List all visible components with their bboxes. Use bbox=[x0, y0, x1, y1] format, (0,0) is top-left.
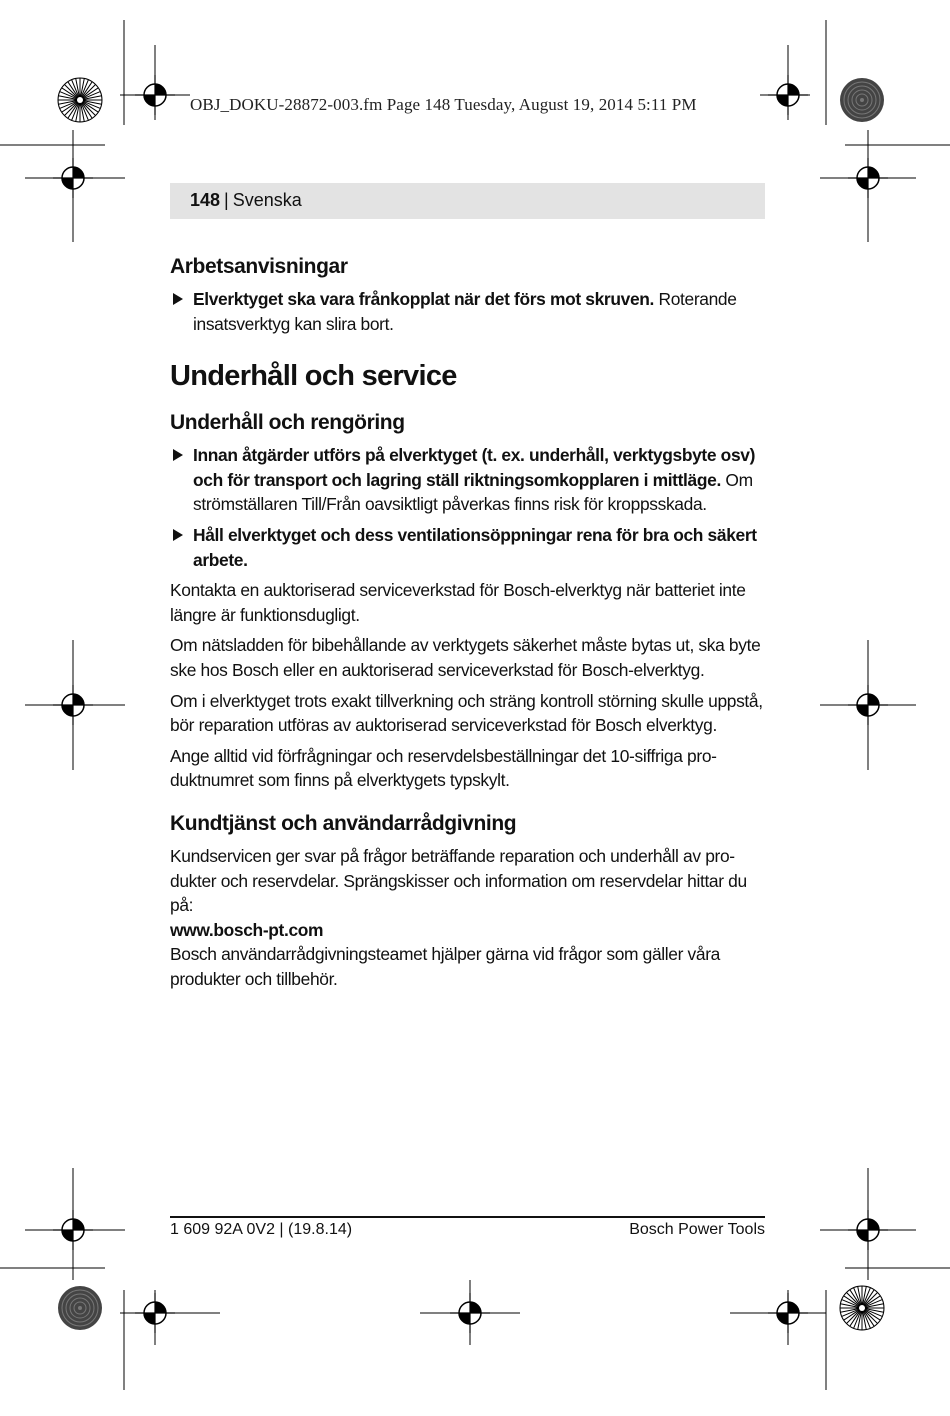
bullet-item bbox=[170, 287, 765, 336]
bullet-triangle-icon bbox=[173, 529, 183, 541]
page-header-bar bbox=[170, 183, 765, 219]
paragraph: Ange alltid vid förfrågningar och reservdelsbeställningar det 10-siffriga produktnumret som finns på elverktygets typskylt. bbox=[170, 745, 717, 791]
page-header bbox=[190, 190, 302, 211]
section-heading-kundtjanst: Kundtjänst och användarrådgivning bbox=[170, 811, 517, 835]
bullet-item bbox=[170, 523, 765, 572]
footer-brand: Bosch Power Tools bbox=[629, 1221, 765, 1238]
footer-rule bbox=[170, 1216, 765, 1218]
chapter-title-underhall: Underhåll och service bbox=[170, 360, 457, 393]
page-number: 148 bbox=[190, 190, 221, 210]
section-heading-underhall-rengoring: Underhåll och rengöring bbox=[170, 411, 405, 435]
paragraph: Om nätsladden för bibehållande av verktygets säkerhet måste bytas ut, ska byte ske hos Bosch eller en auktoriserad serviceverkstad för Bosch-elverktyg. bbox=[170, 635, 761, 680]
bullet-bold-text: Håll elverktyget och dess ventilationsöppningar rena för bra och säkert arbete. bbox=[193, 524, 757, 570]
bullet-text: Om strömställaren Till/Från oavsiktligt påverkas finns risk för kroppsskada. bbox=[193, 469, 753, 515]
bullet-item bbox=[170, 443, 765, 517]
paragraph: Kontakta en auktoriserad serviceverkstad för Bosch-elverktyg när batteriet inte längre är funktionsdugligt. bbox=[170, 580, 746, 625]
bullet-triangle-icon bbox=[173, 449, 183, 461]
section-heading-arbetsanvisningar: Arbetsanvisningar bbox=[170, 255, 348, 278]
bullet-bold-text: Innan åtgärder utförs på elverktyget (t. ex. underhåll, verktygsbyte osv) och för transport och lagring ställ riktningsomkopplaren i mittläge. bbox=[193, 445, 756, 490]
header-separator: | bbox=[224, 190, 229, 210]
paragraph: Kundservicen ger svar på frågor beträffande reparation och underhåll av produkter och reservdelar. Sprängskisser och information om reservdelar hittar du på: bbox=[170, 845, 747, 916]
paragraph: Bosch användarrådgivningsteamet hjälper gärna vid frågor som gäller våra produkter och tillbehör. bbox=[170, 944, 720, 989]
bullet-text: Roterande insatsverktyg kan slira bort. bbox=[193, 289, 737, 334]
print-slug-line: OBJ_DOKU-28872-003.fm Page 148 Tuesday, August 19, 2014 5:11 PM bbox=[190, 95, 697, 114]
header-language: Svenska bbox=[232, 190, 302, 210]
footer-doc-number: 1 609 92A 0V2 | (19.8.14) bbox=[170, 1221, 353, 1238]
page-content bbox=[170, 252, 765, 997]
bullet-triangle-icon bbox=[173, 293, 183, 305]
paragraph: Om i elverktyget trots exakt tillverkning och sträng kontroll störning skulle uppstå, bör reparation utföras av auktoriserad serviceverkstad för Bosch elverktyg. bbox=[170, 690, 763, 736]
website-url[interactable]: www.bosch-pt.com bbox=[170, 919, 324, 940]
bullet-bold-text: Elverktyget ska vara frånkopplat när det förs mot skruven. bbox=[193, 289, 655, 309]
